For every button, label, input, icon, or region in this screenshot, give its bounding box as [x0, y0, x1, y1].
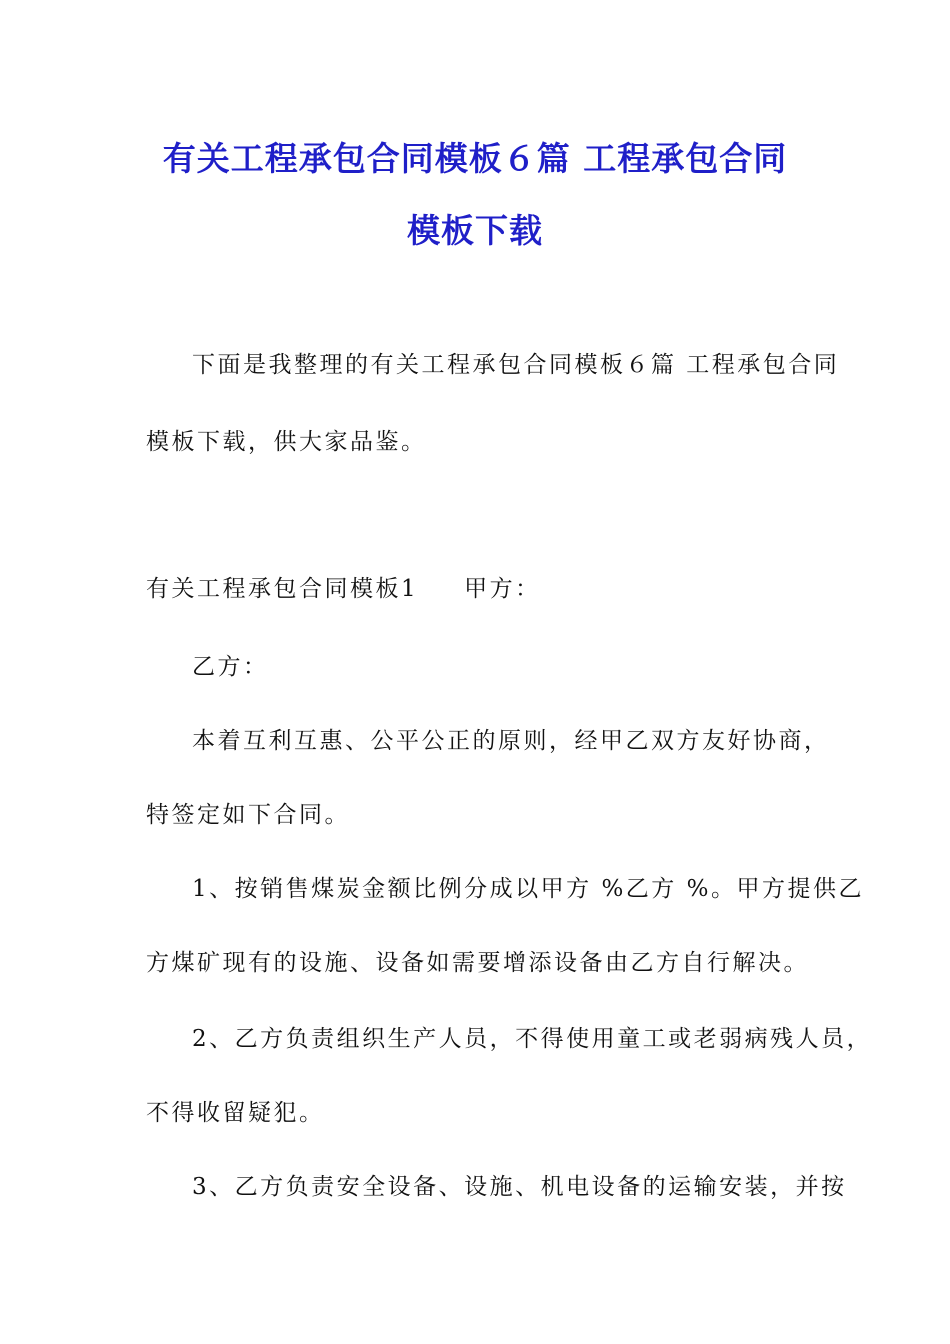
- party-b-label: 乙方：: [192, 654, 269, 680]
- paragraph-2-line-1: 1、按销售煤炭金额比例分成以甲方 %乙方 %。甲方提供乙: [192, 876, 864, 902]
- party-a-label: 甲方：: [464, 576, 541, 602]
- section-1-heading-line: [146, 570, 541, 603]
- intro-line-1: 下面是我整理的有关工程承包合同模板６篇 工程承包合同: [192, 352, 840, 378]
- paragraph-2-line-2: 方煤矿现有的设施、设备如需要增添设备由乙方自行解决。: [146, 950, 809, 976]
- document-title-line-1: 有关工程承包合同模板６篇 工程承包合同: [162, 139, 788, 178]
- paragraph-1-line-2: 特签定如下合同。: [146, 802, 350, 828]
- section-1-heading: 有关工程承包合同模板1: [146, 576, 419, 602]
- paragraph-3-line-1: 2、乙方负责组织生产人员，不得使用童工或老弱病残人员，: [192, 1026, 873, 1052]
- document-title-line-2: 模板下载: [407, 211, 543, 250]
- paragraph-3-line-2: 不得收留疑犯。: [146, 1100, 325, 1126]
- paragraph-4-line-1: 3、乙方负责安全设备、设施、机电设备的运输安装，并按: [192, 1174, 847, 1200]
- intro-line-2: 模板下载，供大家品鉴。: [146, 429, 427, 455]
- paragraph-1-line-1: 本着互利互惠、公平公正的原则，经甲乙双方友好协商，: [192, 728, 830, 754]
